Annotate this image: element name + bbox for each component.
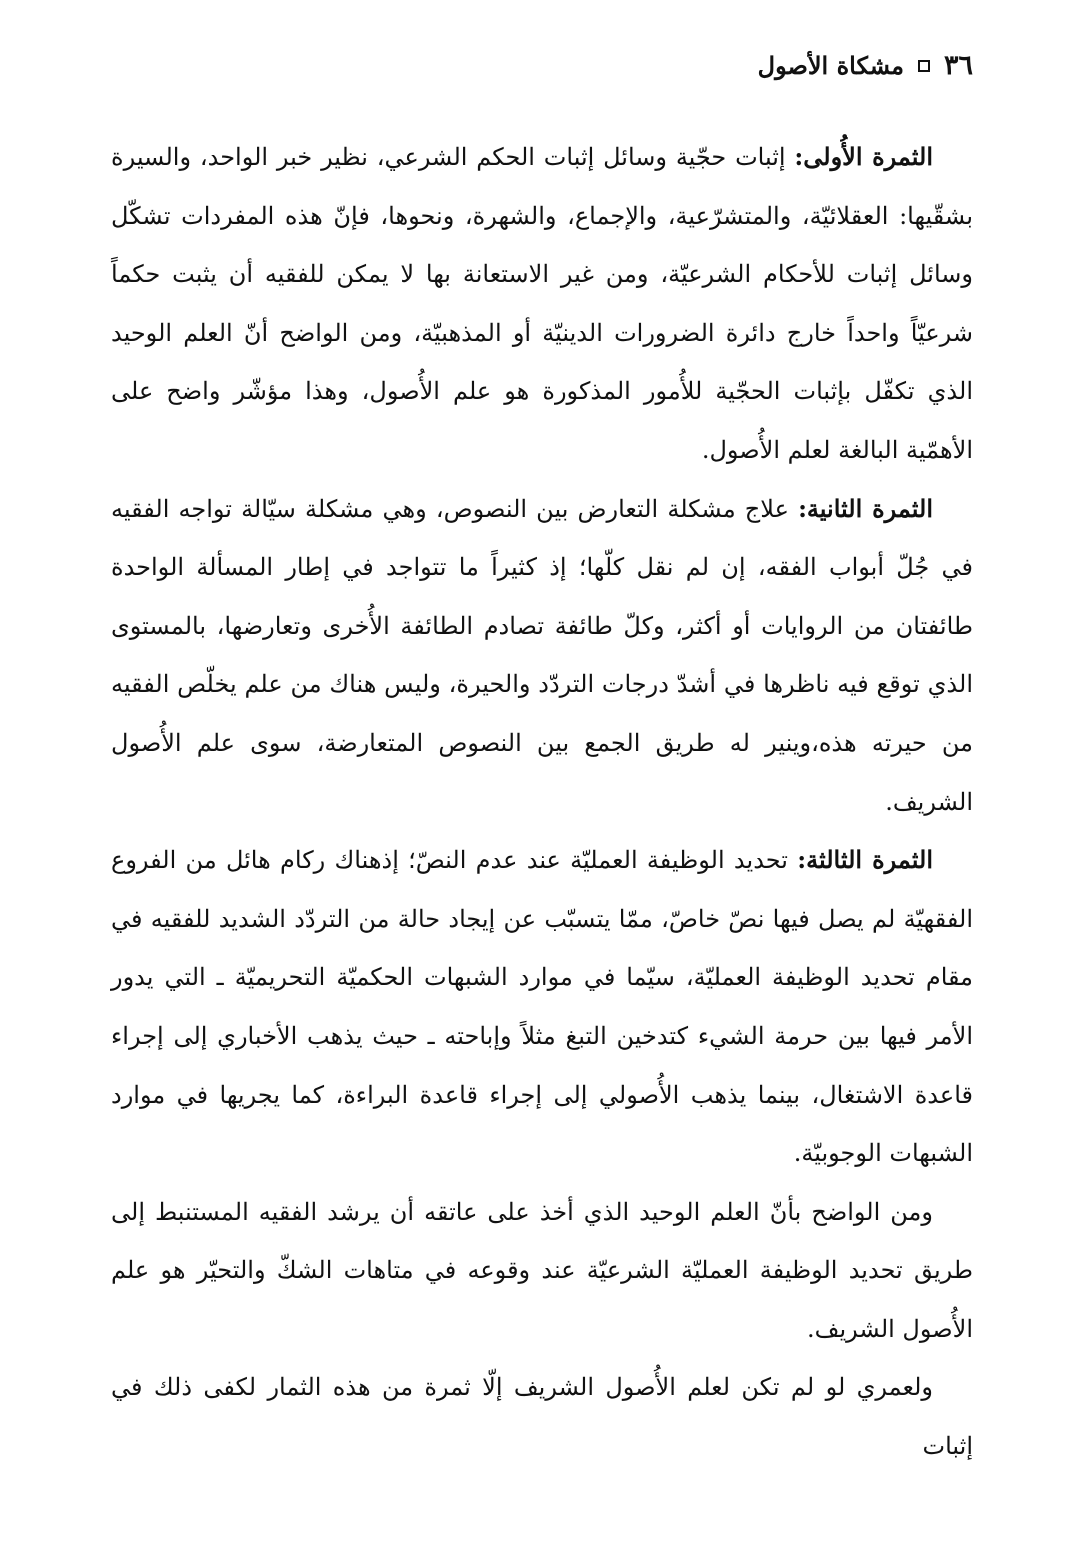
paragraph-second-fruit xyxy=(111,480,973,832)
paragraph-lead: الثمرة الثانية: xyxy=(798,493,934,523)
paragraph-text: تحديد الوظيفة العمليّة عند عدم النصّ؛ إذهناك ركام هائل من الفروع الفقهيّة لم يصل فيها نصّ خاصّ، ممّا يتسبّب عن إيجاد حالة من التردّد الشديد للفقيه في مقام تحديد الوظيفة العمليّة، سيّما في موارد الشبهات الحكميّة التحريميّة ـ التي يدور الأمر فيها بين حرمة الشيء كتدخين التبغ مثلاً وإباحته ـ حيث يذهب الأخباري إلى إجراء قاعدة الاشتغال، بينما يذهب الأُصولي إلى إجراء قاعدة البراءة، كما يجريها في موارد الشبهات الوجوبيّة. xyxy=(111,846,973,1168)
paragraph-third-fruit xyxy=(111,831,973,1183)
paragraph-lead: الثمرة الثالثة: xyxy=(797,845,933,875)
body-text xyxy=(111,128,973,1476)
paragraph-first-fruit xyxy=(111,128,973,480)
paragraph-conclusion xyxy=(111,1183,973,1359)
running-head xyxy=(758,50,973,81)
square-separator-icon xyxy=(918,60,930,72)
paragraph-text: إثبات حجّية وسائل إثبات الحكم الشرعي، نظير خبر الواحد، والسيرة بشقّيها: العقلائيّة، والمتشرّعية، والإجماع، والشهرة، ونحوها، فإنّ هذه المفردات تشكّل وسائل إثبات للأحكام الشرعيّة، ومن غير الاستعانة بها لا يمكن للفقيه أن يثبت حكماً شرعيّاً واحداً خارج دائرة الضرورات الدينيّة أو المذهبيّة، ومن الواضح أنّ العلم الوحيد الذي تكفّل بإثبات الحجّية للأُمور المذكورة هو علم الأُصول، وهذا مؤشّر واضح على الأهمّية البالغة لعلم الأُصول. xyxy=(111,143,973,464)
paragraph-closing xyxy=(111,1358,973,1475)
running-title: مشكاة الأصول xyxy=(757,51,904,80)
paragraph-text: علاج مشكلة التعارض بين النصوص، وهي مشكلة سيّالة تواجه الفقيه في جُلّ أبواب الفقه، إن لم نقل كلّها؛ إذ كثيراً ما تتواجد في إطار المسألة الواحدة طائفتان من الروايات أو أكثر، وكلّ طائفة تصادم الطائفة الأُخرى وتعارضها، بالمستوى الذي توقع فيه ناظرها في أشدّ درجات التردّد والحيرة، وليس هناك من علم يخلّص الفقيه من حيرته هذه،وينير له طريق الجمع بين النصوص المتعارضة، سوى علم الأُصول الشريف. xyxy=(111,494,973,816)
paragraph-lead: الثمرة الأُولى: xyxy=(794,142,933,171)
paragraph-text: ولعمري لو لم تكن لعلم الأُصول الشريف إلّا ثمرة من هذه الثمار لكفى ذلك في إثبات xyxy=(111,1373,973,1461)
paragraph-text: ومن الواضح بأنّ العلم الوحيد الذي أخذ على عاتقه أن يرشد الفقيه المستنبط إلى طريق تحديد الوظيفة العمليّة الشرعيّة عند وقوعه في متاهات الشكّ والتحيّر هو علم الأُصول الشريف. xyxy=(111,1197,973,1343)
page-number: ٣٦ xyxy=(943,50,973,81)
